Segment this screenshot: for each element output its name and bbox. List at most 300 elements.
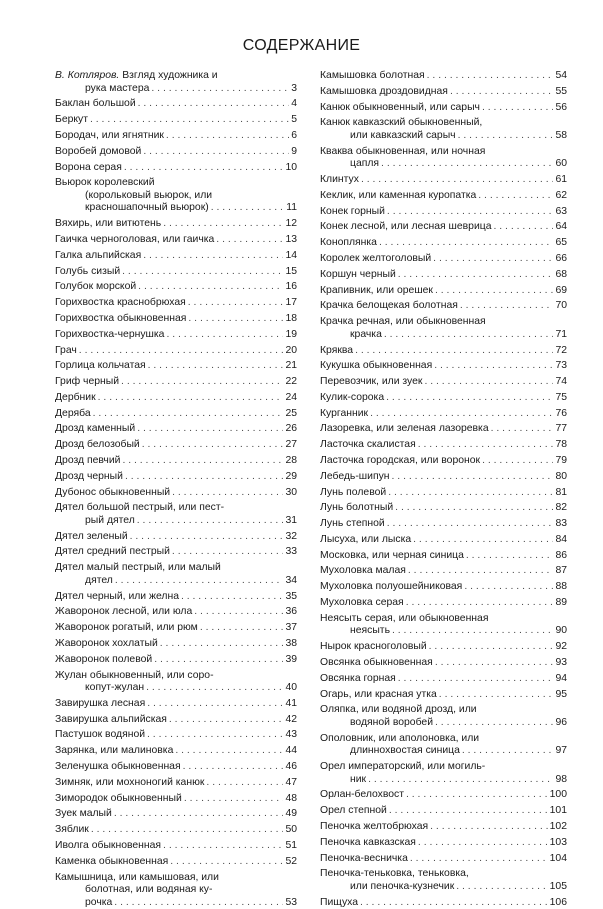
- toc-entry: [320, 502, 567, 515]
- toc-entry: [55, 408, 297, 421]
- toc-entry-title: Лысуха, или лыска: [320, 534, 411, 547]
- toc-entry: [320, 597, 567, 610]
- toc-entry-title: Дрозд белозобый: [55, 439, 140, 452]
- toc-entry: [320, 86, 567, 99]
- toc-leader-dots: [160, 638, 284, 651]
- toc-page-number: 103: [550, 837, 567, 850]
- toc-page-number: 32: [285, 531, 297, 544]
- toc-page-number: 19: [285, 329, 297, 342]
- toc-entry: [55, 297, 297, 310]
- toc-leader-dots: [434, 360, 553, 373]
- toc-entry: [55, 70, 297, 95]
- toc-leader-dots: [464, 581, 553, 594]
- toc-entry: [320, 316, 567, 341]
- toc-entry: [320, 550, 567, 563]
- toc-entry: [320, 455, 567, 468]
- toc-entry-title: крачка: [350, 329, 382, 342]
- toc-leader-dots: [188, 297, 284, 310]
- toc-entry: [320, 657, 567, 670]
- toc-leader-dots: [491, 423, 554, 436]
- toc-page-number: 17: [285, 297, 297, 310]
- toc-leader-dots: [430, 821, 548, 834]
- toc-page-number: 46: [285, 761, 297, 774]
- toc-page-number: 70: [555, 300, 567, 313]
- toc-leader-dots: [460, 300, 554, 313]
- toc-page-number: 58: [555, 130, 567, 143]
- toc-entry: [55, 638, 297, 651]
- toc-page-number: 72: [555, 345, 567, 358]
- toc-page-number: 63: [555, 206, 567, 219]
- toc-leader-dots: [166, 130, 289, 143]
- toc-page-number: 22: [285, 376, 297, 389]
- toc-leader-dots: [166, 329, 283, 342]
- toc-entry-title: Воробей домовой: [55, 146, 141, 159]
- toc-entry: [320, 837, 567, 850]
- toc-page-number: 20: [285, 345, 297, 358]
- toc-page-number: 51: [285, 840, 297, 853]
- toc-entry: [320, 613, 567, 638]
- toc-leader-dots: [360, 897, 548, 909]
- toc-entry: [320, 868, 567, 893]
- toc-entry: [55, 670, 297, 695]
- toc-entry-title: Жаворонок полевой: [55, 654, 152, 667]
- toc-entry: [320, 345, 567, 358]
- toc-entry-title: Пеночка-теньковка, теньковка,: [320, 868, 469, 881]
- toc-page-number: 101: [550, 805, 567, 818]
- toc-leader-dots: [143, 146, 289, 159]
- toc-leader-dots: [418, 439, 554, 452]
- toc-entry-title: Горихвостка обыкновенная: [55, 313, 186, 326]
- toc-entry: [55, 423, 297, 436]
- toc-leader-dots: [148, 360, 284, 373]
- toc-leader-dots: [433, 253, 553, 266]
- toc-entry: [320, 221, 567, 234]
- toc-page-number: 40: [285, 682, 297, 695]
- toc-leader-dots: [368, 774, 553, 787]
- toc-entry-title: Овсянка обыкновенная: [320, 657, 433, 670]
- toc-entry-title: Кваква обыкновенная, или ночная: [320, 146, 485, 159]
- toc-entry-title: длиннохвостая синица: [350, 745, 460, 758]
- toc-entry: [320, 704, 567, 729]
- toc-entry-title: болотная, или водяная ку-: [85, 884, 212, 897]
- toc-page-number: 104: [550, 853, 567, 866]
- toc-page-number: 38: [285, 638, 297, 651]
- toc-page-number: 93: [555, 657, 567, 670]
- toc-leader-dots: [439, 689, 554, 702]
- toc-page-number: 83: [555, 518, 567, 531]
- toc-leader-dots: [216, 234, 283, 247]
- toc-page-number: 60: [555, 158, 567, 171]
- toc-page-number: 26: [285, 423, 297, 436]
- toc-leader-dots: [388, 487, 553, 500]
- toc-leader-dots: [395, 502, 553, 515]
- toc-entry-title: или пеночка-кузнечик: [350, 881, 454, 894]
- toc-entry: [320, 805, 567, 818]
- toc-entry-title: Дятел малый пестрый, или малый: [55, 562, 221, 575]
- toc-page-number: 41: [285, 698, 297, 711]
- toc-entry-title: водяной воробей: [350, 717, 433, 730]
- toc-page-number: 87: [555, 565, 567, 578]
- toc-entry-title: Крачка белощекая болотная: [320, 300, 458, 313]
- toc-leader-dots: [93, 408, 284, 421]
- toc-leader-dots: [122, 455, 283, 468]
- toc-entry: [55, 471, 297, 484]
- toc-entry: [55, 546, 297, 559]
- toc-leader-dots: [181, 591, 283, 604]
- toc-entry-title: Зяблик: [55, 824, 89, 837]
- toc-page-number: 80: [555, 471, 567, 484]
- toc-entry-title: Зимняк, или мохноногий канюк: [55, 777, 204, 790]
- toc-leader-dots: [147, 698, 283, 711]
- toc-page-number: 65: [555, 237, 567, 250]
- toc-leader-dots: [122, 266, 283, 279]
- toc-entry-title: Дрозд черный: [55, 471, 123, 484]
- toc-leader-dots: [142, 439, 284, 452]
- toc-entry-title: Жаворонок хохлатый: [55, 638, 158, 651]
- toc-leader-dots: [91, 824, 284, 837]
- toc-leader-dots: [188, 313, 283, 326]
- toc-page-number: 53: [285, 897, 297, 909]
- toc-leader-dots: [143, 250, 283, 263]
- toc-page-number: 100: [550, 789, 567, 802]
- toc-entry: [55, 745, 297, 758]
- toc-entry-title: Дрозд певчий: [55, 455, 120, 468]
- toc-entry-title: неясыть: [350, 625, 390, 638]
- toc-leader-dots: [137, 515, 284, 528]
- toc-entry-title: Кряква: [320, 345, 353, 358]
- toc-entry-title: Дербник: [55, 392, 96, 405]
- toc-leader-dots: [138, 281, 283, 294]
- toc-entry-title: Камышовка дроздовидная: [320, 86, 448, 99]
- toc-entry: [55, 114, 297, 127]
- toc-page-number: 78: [555, 439, 567, 452]
- toc-entry: [55, 872, 297, 909]
- toc-entry-title: Мухоловка малая: [320, 565, 406, 578]
- toc-page-number: 71: [555, 329, 567, 342]
- toc-leader-dots: [79, 345, 284, 358]
- toc-entry-title: Жаворонок лесной, или юла: [55, 606, 192, 619]
- toc-page-number: 94: [555, 673, 567, 686]
- toc-entry-title: Бородач, или ягнятник: [55, 130, 164, 143]
- toc-entry: [320, 789, 567, 802]
- toc-leader-dots: [466, 550, 554, 563]
- toc-entry-title: Оляпка, или водяной дрозд, или: [320, 704, 477, 717]
- toc-page-number: 96: [555, 717, 567, 730]
- toc-leader-dots: [389, 805, 548, 818]
- toc-page-number: 90: [555, 625, 567, 638]
- toc-page-number: 106: [550, 897, 567, 909]
- toc-entry-title: Овсянка горная: [320, 673, 396, 686]
- toc-entry-title: Канюк обыкновенный, или сарыч: [320, 102, 480, 115]
- toc-entry-title: Гриф черный: [55, 376, 119, 389]
- toc-entry-title: Пищуха: [320, 897, 358, 909]
- toc-entry-title: Лебедь-шипун: [320, 471, 390, 484]
- toc-entry: [55, 218, 297, 231]
- toc-entry: [55, 250, 297, 263]
- toc-entry: [320, 761, 567, 786]
- toc-page-number: 62: [555, 190, 567, 203]
- toc-page-number: 30: [285, 487, 297, 500]
- toc-leader-dots: [435, 657, 554, 670]
- toc-entry-title: рука мастера: [85, 83, 149, 96]
- toc-entry: [55, 439, 297, 452]
- toc-leader-dots: [482, 455, 553, 468]
- toc-entry-title: Баклан большой: [55, 98, 136, 111]
- toc-page-number: 43: [285, 729, 297, 742]
- toc-entry-title: Крачка речная, или обыкновенная: [320, 316, 486, 329]
- toc-leader-dots: [435, 717, 553, 730]
- toc-entry-title: Жаворонок рогатый, или рюм: [55, 622, 198, 635]
- toc-leader-dots: [427, 70, 554, 83]
- toc-entry: [320, 471, 567, 484]
- toc-leader-dots: [384, 329, 554, 342]
- toc-entry-title: Конек лесной, или лесная шеврица: [320, 221, 492, 234]
- toc-entry: [55, 98, 297, 111]
- toc-entry: [320, 376, 567, 389]
- toc-leader-dots: [183, 761, 284, 774]
- toc-leader-dots: [406, 789, 548, 802]
- toc-page-number: 105: [550, 881, 567, 894]
- toc-page-number: 77: [555, 423, 567, 436]
- toc-entry-title: Зуек малый: [55, 808, 112, 821]
- toc-entry-title: Пеночка желтобрюхая: [320, 821, 428, 834]
- toc-entry: [55, 654, 297, 667]
- toc-entry: [55, 360, 297, 373]
- toc-page-number: 10: [285, 162, 297, 175]
- toc-entry-title: Грач: [55, 345, 77, 358]
- toc-leader-dots: [482, 102, 553, 115]
- toc-entry-title: Ласточка скалистая: [320, 439, 416, 452]
- toc-entry: [55, 562, 297, 587]
- toc-entry-title: (корольковый вьюрок, или: [85, 190, 212, 203]
- toc-page-number: 76: [555, 408, 567, 421]
- toc-entry-title: Каменка обыкновенная: [55, 856, 168, 869]
- toc-entry: [55, 808, 297, 821]
- toc-entry: [320, 821, 567, 834]
- toc-leader-dots: [494, 221, 554, 234]
- toc-leader-dots: [406, 597, 554, 610]
- toc-entry: [55, 487, 297, 500]
- toc-page-number: 5: [291, 114, 297, 127]
- toc-entry: [55, 840, 297, 853]
- toc-leader-dots: [435, 285, 553, 298]
- toc-page-number: 52: [285, 856, 297, 869]
- toc-leader-dots: [172, 546, 284, 559]
- toc-leader-dots: [458, 130, 554, 143]
- toc-entry-title: цапля: [350, 158, 379, 171]
- toc-entry-title: Зарянка, или малиновка: [55, 745, 173, 758]
- toc-entry-title: Камышница, или камышовая, или: [55, 872, 219, 885]
- toc-page-number: 69: [555, 285, 567, 298]
- toc-entry-title: рочка: [85, 897, 112, 909]
- toc-entry-title: Огарь, или красная утка: [320, 689, 437, 702]
- toc-entry-title: Лунь полевой: [320, 487, 386, 500]
- toc-entry-title: Дятел черный, или желна: [55, 591, 179, 604]
- toc-entry-title: Пеночка кавказская: [320, 837, 416, 850]
- toc-leader-dots: [170, 856, 283, 869]
- toc-entry: [320, 237, 567, 250]
- toc-leader-dots: [175, 745, 283, 758]
- toc-entry: [55, 376, 297, 389]
- toc-entry-title: Королек желтоголовый: [320, 253, 431, 266]
- toc-entry-title: Камышовка болотная: [320, 70, 425, 83]
- toc-entry-title: Вяхирь, или витютень: [55, 218, 161, 231]
- toc-entry-title: Лазоревка, или зеленая лазоревка: [320, 423, 489, 436]
- toc-entry-title: Зимородок обыкновенный: [55, 793, 182, 806]
- toc-entry-title: Перевозчик, или зуек: [320, 376, 422, 389]
- toc-page-number: 92: [555, 641, 567, 654]
- page-title: СОДЕРЖАНИЕ: [0, 37, 603, 55]
- toc-page-number: 3: [291, 83, 297, 96]
- toc-leader-dots: [124, 162, 284, 175]
- toc-entry: [55, 329, 297, 342]
- toc-leader-dots: [146, 682, 283, 695]
- toc-page-number: 73: [555, 360, 567, 373]
- toc-page-number: 74: [555, 376, 567, 389]
- toc-entry-title: Дятел большой пестрый, или пест-: [55, 502, 224, 515]
- toc-entry-title: Конек горный: [320, 206, 385, 219]
- toc-entry: [320, 206, 567, 219]
- toc-entry-title: Горихвостка-чернушка: [55, 329, 164, 342]
- toc-page-number: 39: [285, 654, 297, 667]
- toc-entry-title: Мухоловка полуошейниковая: [320, 581, 462, 594]
- toc-entry-title: Неясыть серая, или обыкновенная: [320, 613, 488, 626]
- toc-entry-title: Пеночка-весничка: [320, 853, 408, 866]
- toc-entry-title: Московка, или черная синица: [320, 550, 464, 563]
- toc-entry-title: Ласточка городская, или воронок: [320, 455, 480, 468]
- toc-leader-dots: [184, 793, 284, 806]
- toc-entry: [320, 146, 567, 171]
- toc-entry-title: рый дятел: [85, 515, 135, 528]
- toc-entry-title: копут-жулан: [85, 682, 144, 695]
- toc-entry-title: Орел императорский, или могиль-: [320, 761, 485, 774]
- toc-page-number: 50: [285, 824, 297, 837]
- toc-entry: [320, 285, 567, 298]
- toc-entry: [55, 281, 297, 294]
- toc-leader-dots: [211, 202, 284, 215]
- toc-entry-author: В. Котляров.: [55, 70, 119, 83]
- toc-page-number: 44: [285, 745, 297, 758]
- toc-leader-dots: [154, 654, 283, 667]
- toc-page-number: 61: [555, 174, 567, 187]
- toc-entry-title: Клинтух: [320, 174, 359, 187]
- toc-entry: [55, 856, 297, 869]
- toc-entry-title: Крапивник, или орешек: [320, 285, 433, 298]
- toc-leader-dots: [172, 487, 283, 500]
- toc-entry: [55, 162, 297, 175]
- toc-entry-title: дятел: [85, 575, 113, 588]
- toc-leader-dots: [115, 575, 284, 588]
- toc-entry-title: Нырок красноголовый: [320, 641, 427, 654]
- toc-entry: [55, 313, 297, 326]
- toc-entry: [320, 70, 567, 83]
- toc-leader-dots: [355, 345, 553, 358]
- toc-leader-dots: [130, 531, 284, 544]
- toc-entry: [320, 102, 567, 115]
- toc-leader-dots: [147, 729, 283, 742]
- toc-page-number: 98: [555, 774, 567, 787]
- toc-entry: [320, 897, 567, 909]
- toc-entry-title: Дятел зеленый: [55, 531, 128, 544]
- toc-page-number: 88: [555, 581, 567, 594]
- toc-entry-title: Лунь болотный: [320, 502, 393, 515]
- toc-entry: [320, 733, 567, 758]
- toc-page-number: 6: [291, 130, 297, 143]
- toc-entry: [55, 777, 297, 790]
- toc-entry: [320, 117, 567, 142]
- toc-right-column: [320, 70, 567, 909]
- toc-leader-dots: [462, 745, 554, 758]
- toc-entry: [320, 439, 567, 452]
- toc-entry-title: Горлица кольчатая: [55, 360, 146, 373]
- toc-entry: [320, 300, 567, 313]
- toc-page-number: 18: [285, 313, 297, 326]
- toc-entry-title: Коршун черный: [320, 269, 396, 282]
- toc-entry-title: Горихвостка краснобрюхая: [55, 297, 186, 310]
- toc-entry: [320, 360, 567, 373]
- toc-entry-title: Ворона серая: [55, 162, 122, 175]
- toc-entry: [55, 714, 297, 727]
- toc-entry: [320, 581, 567, 594]
- toc-page-number: 4: [291, 98, 297, 111]
- toc-leader-dots: [370, 408, 553, 421]
- toc-entry-title: Дрозд каменный: [55, 423, 135, 436]
- toc-page-number: 82: [555, 502, 567, 515]
- toc-page-number: 28: [285, 455, 297, 468]
- toc-entry-title: Беркут: [55, 114, 88, 127]
- toc-entry: [55, 761, 297, 774]
- toc-leader-dots: [90, 114, 289, 127]
- toc-page-number: 42: [285, 714, 297, 727]
- toc-entry: [320, 673, 567, 686]
- toc-entry-title: Дятел средний пестрый: [55, 546, 170, 559]
- toc-leader-dots: [418, 837, 548, 850]
- toc-leader-dots: [450, 86, 554, 99]
- toc-entry-title: Завирушка лесная: [55, 698, 145, 711]
- toc-page-number: 75: [555, 392, 567, 405]
- toc-leader-dots: [163, 840, 283, 853]
- toc-entry-title: Жулан обыкновенный, или соро-: [55, 670, 214, 683]
- toc-page-number: 35: [285, 591, 297, 604]
- toc-entry: [55, 130, 297, 143]
- toc-entry-title: Кулик-сорока: [320, 392, 384, 405]
- toc-entry: [320, 269, 567, 282]
- toc-page-number: 95: [555, 689, 567, 702]
- toc-leader-dots: [194, 606, 283, 619]
- toc-entry: [55, 266, 297, 279]
- toc-page-number: 31: [285, 515, 297, 528]
- toc-entry: [320, 853, 567, 866]
- toc-entry: [320, 518, 567, 531]
- toc-page-number: 81: [555, 487, 567, 500]
- toc-page-number: 11: [286, 202, 297, 215]
- toc-page-number: 16: [285, 281, 297, 294]
- toc-entry-title: Вьюрок королевский: [55, 177, 155, 190]
- toc-entry: [320, 534, 567, 547]
- toc-page-number: 14: [285, 250, 297, 263]
- toc-entry-title: Коноплянка: [320, 237, 377, 250]
- toc-leader-dots: [392, 625, 553, 638]
- toc-leader-dots: [125, 471, 283, 484]
- toc-entry: [320, 174, 567, 187]
- toc-leader-dots: [456, 881, 547, 894]
- toc-leader-dots: [478, 190, 553, 203]
- toc-leader-dots: [429, 641, 554, 654]
- toc-leader-dots: [169, 714, 284, 727]
- toc-page-number: 68: [555, 269, 567, 282]
- toc-entry-title: Канюк кавказский обыкновенный,: [320, 117, 482, 130]
- toc-leader-dots: [121, 376, 283, 389]
